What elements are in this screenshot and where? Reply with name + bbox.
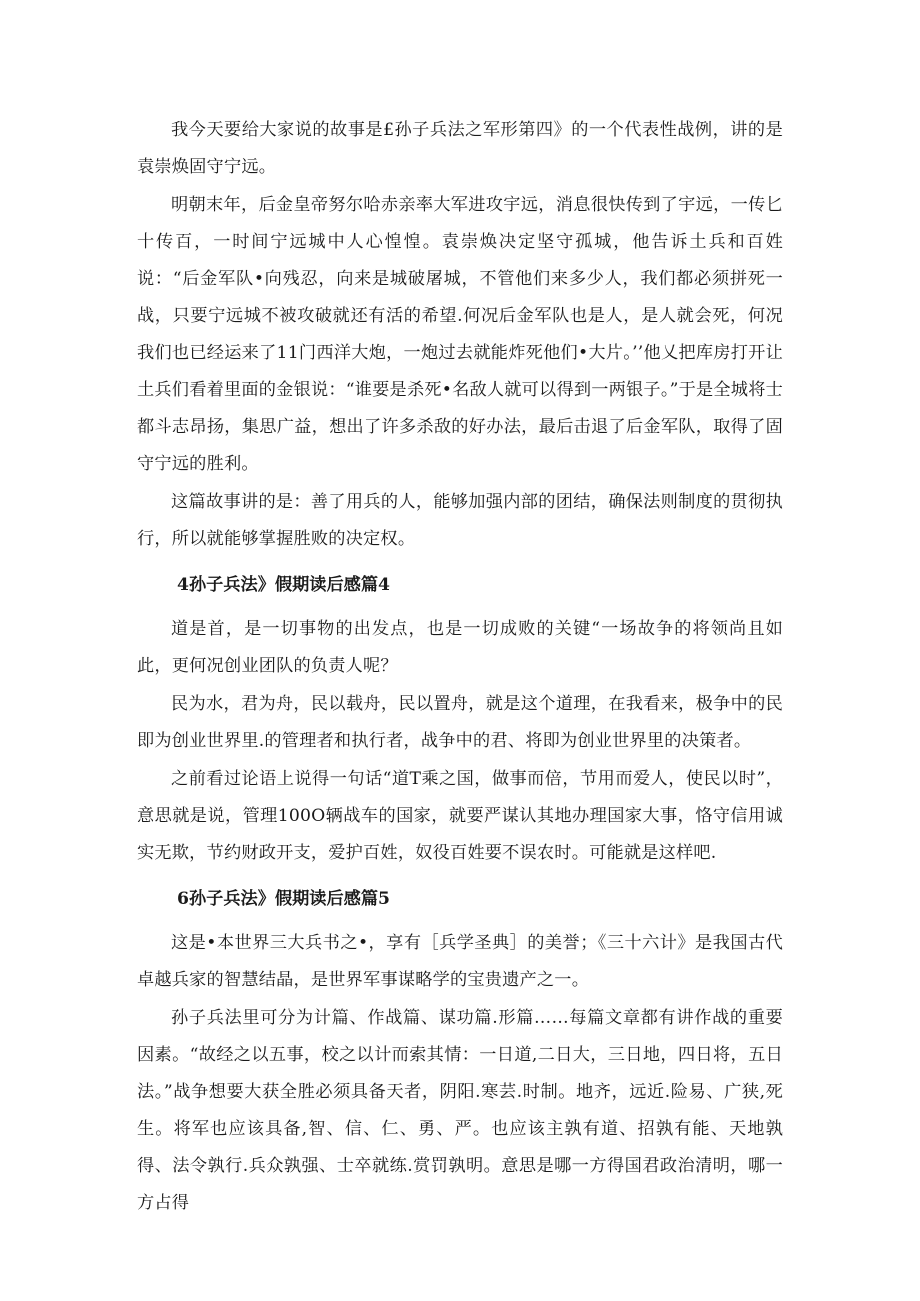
document-page [137,112,783,1222]
paragraph-6: 之前看过论语上说得一句话“道T乘之国，做事而倍，节用而爱人，使民以时”，意思就是说，管理100O辆战车的国家，就要严谋认其地办理国家大事，恪守信用诚实无欺，节约财政开支，爱护百姓，奴役百姓要不误农时。可能就是这样吧. [137,769,783,863]
paragraph-4: 道是首，是一切事物的出发点，也是一切成败的关键“一场故争的将领尚且如此，更何况创业团队的负责人呢？ [137,619,783,676]
section-heading-4: 4孙子兵法》假期读后感篇4 [177,575,390,595]
paragraph-2: 明朝末年，后金皇帝努尔哈赤亲率大军进攻宇远，消息很快传到了宇远，一传匕十传百，一时间宁远城中人心惶惶。袁崇焕决定坚守孤城，他告诉土兵和百姓说：“后金军队•向残忍，向来是城破屠城，不管他们来多少人，我们都必须拼死一战，只要宁远城不被攻破就还有活的希望.何况后金军队也是人，是人就会死，何况我们也已经运来了11门西洋大炮，一炮过去就能炸死他们•大片。’’他乂把库房打开让土兵们看着里面的金银说：“谁要是杀死•名敌人就可以得到一两银子。”于是全城将士都斗志昂扬，集思广益，想出了许多杀敌的好办法，最后击退了后金军队，取得了固守宁远的胜利。 [137,195,783,474]
paragraph-8: 孙子兵法里可分为计篇、作战篇、谋功篇.形篇……每篇文章都有讲作战的重要因素。“故经之以五事，校之以计而索其情：一日道,二日大，三日地，四日将，五日法。”战争想要大获全胜必须具备天者，阴阳.寒芸.时制。地齐，远近.险易、广狭,死生。将军也应该具备,智、信、仁、勇、严。也应该主孰有道、招孰有能、天地孰得、法令孰行.兵众孰强、士卒就练.赏罚孰明。意思是哪一方得国君政治清明，哪一方占得 [137,1008,783,1213]
paragraph-5: 民为水，君为舟，民以载舟，民以置舟，就是这个道理，在我看来，极争中的民即为创业世界里.的管理者和执行者，战争中的君、将即为创业世界里的决策者。 [137,694,783,751]
paragraph-7: 这是•本世界三大兵书之•，享有［兵学圣典］的美誉；《三十六计》是我国古代卓越兵家的智慧结晶，是世界军事谋略学的宝贵遗产之一。 [137,933,783,990]
paragraph-3: 这篇故事讲的是：善了用兵的人，能够加强内部的团结，确保法则制度的贯彻执行，所以就能够掌握胜败的决定权。 [137,492,783,549]
paragraph-1: 我今天要给大家说的故事是£孙子兵法之军形第四》的一个代表性战例，讲的是袁崇焕固守宁远。 [137,120,783,177]
section-heading-5: 6孙子兵法》假期读后感篇5 [177,889,390,909]
